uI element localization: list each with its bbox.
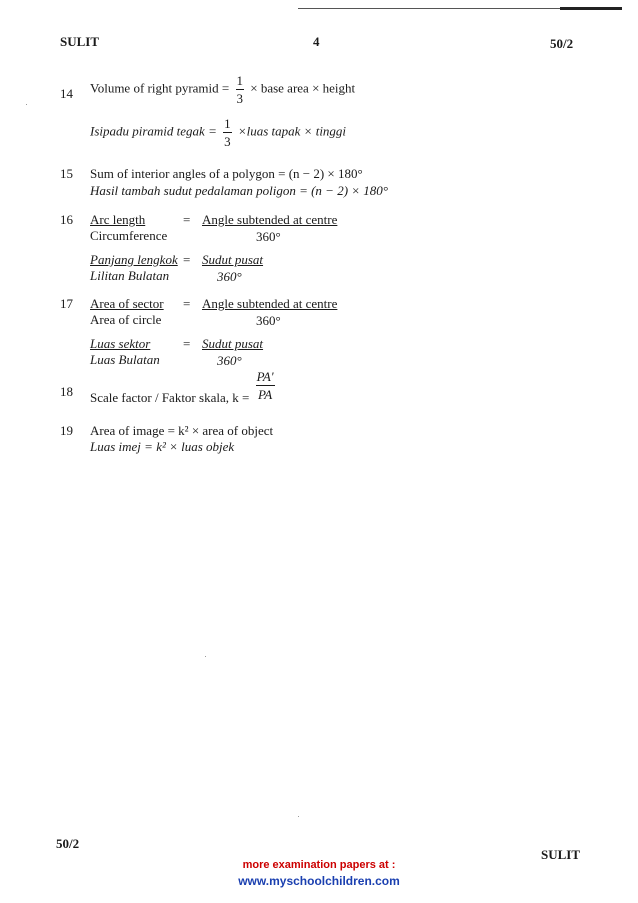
formula-number-18: 18 (60, 384, 73, 399)
formula-14-ms (90, 117, 346, 148)
formula-number-19: 19 (60, 423, 73, 438)
footer-sulit: SULIT (541, 847, 581, 862)
equals-sign: = (183, 252, 191, 267)
luas-sektor-label: Luas sektor (90, 336, 151, 351)
formula-18 (90, 369, 278, 406)
equals-sign: = (183, 296, 191, 311)
formula-15-en: Sum of interior angles of a polygon = (n − 2) × 180° (90, 166, 363, 181)
footer-code: 50/2 (56, 836, 80, 851)
fraction-numerator: PA' (256, 369, 274, 384)
fraction-denominator: 3 (224, 134, 231, 149)
formula-number-16: 16 (60, 212, 73, 227)
equals-sign: = (183, 212, 191, 227)
fraction-denominator: PA (257, 387, 273, 402)
degrees-360-ms: 360° (217, 269, 242, 284)
promo-text: more examination papers at : (242, 859, 396, 871)
fraction-pa-ratio (256, 370, 275, 401)
sudut-pusat-label: Sudut pusat (202, 336, 264, 351)
scan-speck (205, 656, 206, 657)
header-code: 50/2 (550, 36, 574, 51)
page-number: 4 (313, 34, 320, 49)
scan-speck (298, 816, 299, 817)
area-of-sector-label: Area of sector (90, 296, 164, 311)
fraction-numerator: 1 (224, 116, 231, 131)
degrees-360: 360° (256, 229, 281, 244)
header-sulit: SULIT (60, 34, 100, 49)
angle-subtended-label: Angle subtended at centre (202, 296, 338, 311)
scale-factor-label: Scale factor / Faktor skala, k = (90, 390, 250, 406)
formula-14-ms-rest: ×luas tapak × tinggi (237, 123, 347, 139)
equals-sign: = (183, 336, 191, 351)
angle-subtended-label: Angle subtended at centre (202, 212, 338, 227)
formula-14-en (90, 74, 355, 105)
luas-bulatan-label: Luas Bulatan (90, 352, 160, 367)
sudut-pusat-label: Sudut pusat (202, 252, 264, 267)
fraction-one-third-ms (223, 117, 232, 148)
area-of-circle-label: Area of circle (90, 312, 162, 327)
lilitan-bulatan-label: Lilitan Bulatan (90, 268, 170, 283)
formula-19-en: Area of image = k² × area of object (90, 423, 274, 438)
formula-number-14: 14 (60, 86, 73, 101)
fraction-denominator: 3 (236, 91, 243, 106)
formula-15-ms: Hasil tambah sudut pedalaman poligon = (n − 2) × 180° (90, 183, 389, 198)
panjang-lengkok-label: Panjang lengkok (90, 252, 178, 267)
formula-14-ms-label: Isipadu piramid tegak = (90, 123, 217, 139)
formula-14-en-label: Volume of right pyramid = (90, 80, 230, 96)
formula-19-ms: Luas imej = k² × luas objek (90, 439, 235, 454)
circumference-label: Circumference (90, 228, 168, 243)
degrees-360: 360° (256, 313, 281, 328)
formula-number-15: 15 (60, 166, 73, 181)
top-rule-end (560, 7, 622, 10)
scan-speck (26, 104, 27, 105)
fraction-one-third (236, 74, 245, 105)
promo-link[interactable]: www.myschoolchildren.com (238, 874, 400, 888)
degrees-360-ms: 360° (217, 353, 242, 368)
arc-length-label: Arc length (90, 212, 146, 227)
formula-number-17: 17 (60, 296, 73, 311)
fraction-numerator: 1 (236, 73, 243, 88)
formula-14-en-rest: × base area × height (250, 80, 356, 96)
